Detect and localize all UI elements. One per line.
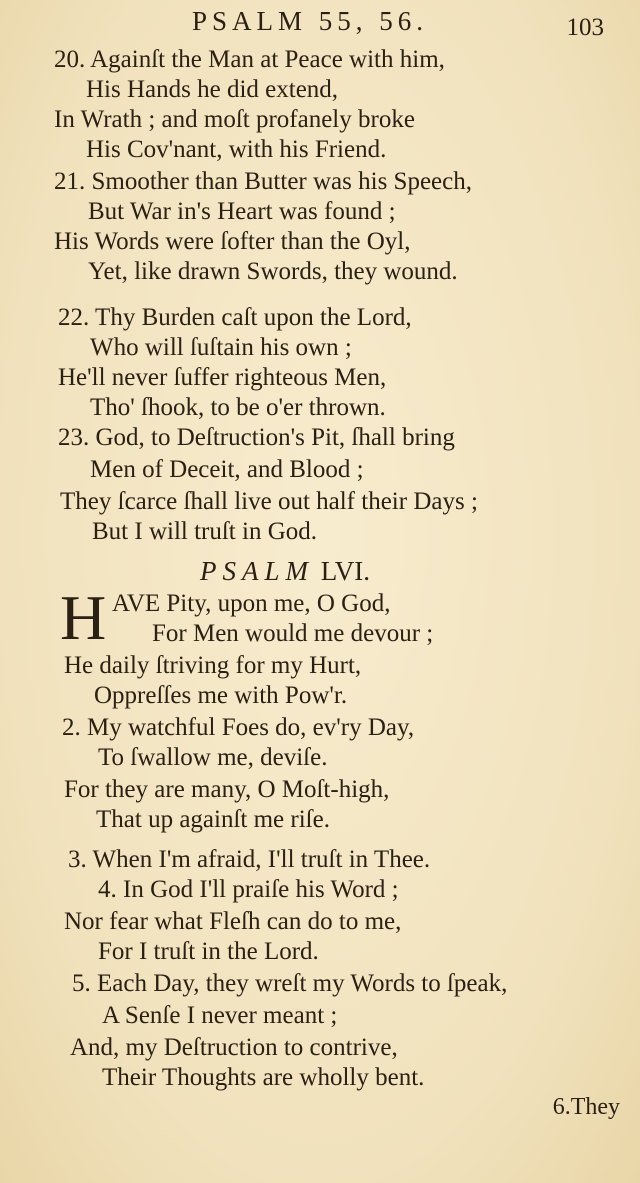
- verse-line: AVE Pity, upon me, O God,: [112, 590, 391, 617]
- verse-line: For I truſt in the Lord.: [98, 938, 319, 965]
- psalm-title: [200, 556, 370, 587]
- verse-line: In Wrath ; and moſt profanely broke: [54, 106, 415, 133]
- verse-line: His Hands he did extend,: [86, 76, 339, 103]
- verse-line: 21. Smoother than Butter was his Speech,: [54, 168, 472, 195]
- verse-line: 3. When I'm afraid, I'll truſt in Thee.: [68, 846, 431, 873]
- psalm-title-word: PSALM: [200, 556, 314, 586]
- verse-line: 20. Againſt the Man at Peace with him,: [54, 46, 445, 73]
- verse-line: Their Thoughts are wholly bent.: [102, 1064, 425, 1091]
- catchword: 6.They: [552, 1094, 620, 1120]
- verse-line: His Cov'nant, with his Friend.: [86, 136, 387, 163]
- verse-line: To ſwallow me, deviſe.: [98, 744, 328, 771]
- verse-line: Oppreſſes me with Pow'r.: [94, 682, 348, 709]
- verse-line: They ſcarce ſhall live out half their Days ;: [60, 488, 478, 515]
- drop-cap: H: [60, 582, 107, 653]
- verse-line: That up againſt me riſe.: [96, 806, 330, 833]
- verse-line: 22. Thy Burden caſt upon the Lord,: [58, 304, 412, 331]
- page-number: 103: [566, 14, 604, 41]
- verse-line: He'll never ſuffer righteous Men,: [58, 364, 387, 391]
- verse-line: And, my Deſtruction to contrive,: [70, 1034, 398, 1061]
- verse-line: Nor fear what Fleſh can do to me,: [64, 908, 402, 935]
- verse-line: But War in's Heart was found ;: [88, 198, 396, 225]
- verse-line: 4. In God I'll praiſe his Word ;: [98, 876, 399, 903]
- verse-line: 5. Each Day, they wreſt my Words to ſpeak,: [72, 970, 508, 997]
- verse-line: He daily ſtriving for my Hurt,: [64, 652, 362, 679]
- verse-line: 2. My watchful Foes do, ev'ry Day,: [62, 714, 415, 741]
- verse-line: Who will ſuſtain his own ;: [90, 334, 352, 361]
- verse-line: For Men would me devour ;: [152, 620, 434, 647]
- running-header: PSALM 55, 56.: [191, 6, 429, 36]
- verse-line: A Senſe I never meant ;: [102, 1002, 338, 1029]
- verse-line: For they are many, O Moſt-high,: [64, 776, 390, 803]
- verse-line: Tho' ſhook, to be o'er thrown.: [90, 394, 386, 421]
- verse-line: His Words were ſofter than the Oyl,: [54, 228, 411, 255]
- psalm-title-number: LVI.: [320, 556, 371, 586]
- verse-line: Yet, like drawn Swords, they wound.: [88, 258, 458, 285]
- verse-line: Men of Deceit, and Blood ;: [90, 456, 364, 483]
- verse-line: 23. God, to Deſtruction's Pit, ſhall bring: [58, 424, 455, 451]
- verse-line: But I will truſt in God.: [92, 518, 317, 545]
